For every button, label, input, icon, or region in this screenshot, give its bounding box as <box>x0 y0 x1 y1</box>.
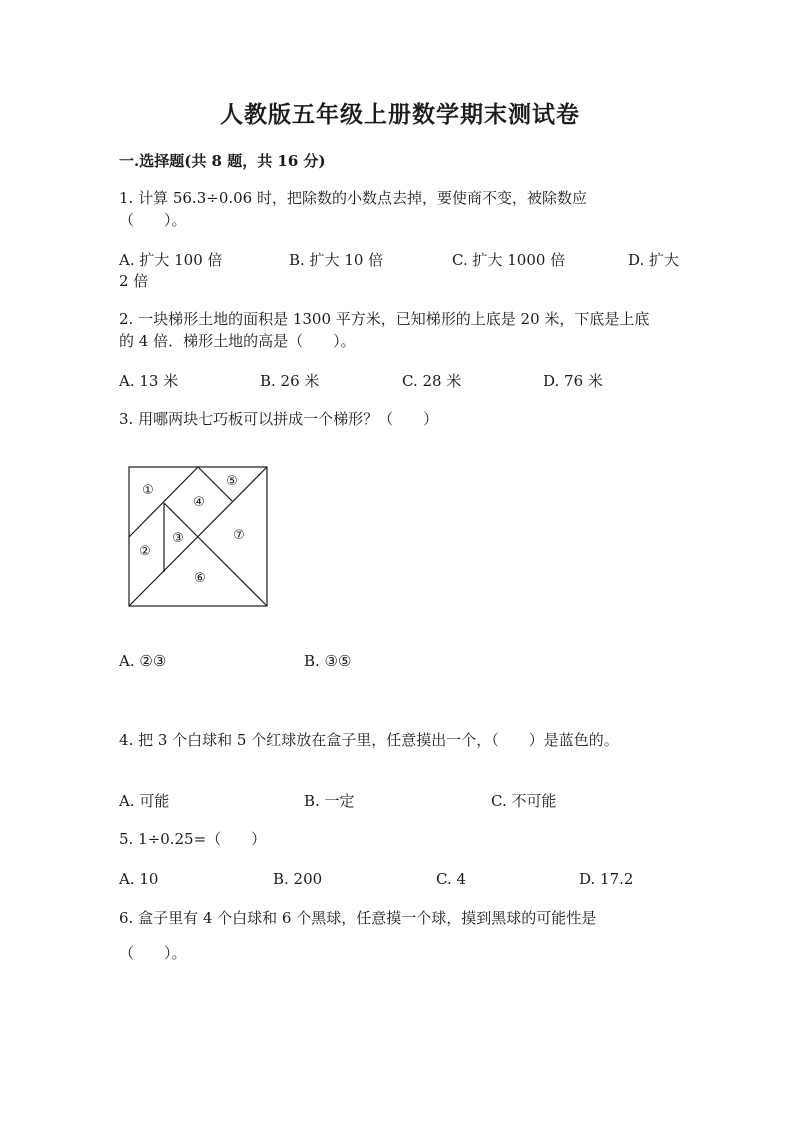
question-6-blank: （ ）。 <box>119 944 187 962</box>
question-4-option-a: A. 可能 <box>119 792 170 810</box>
question-2-option-b: B. 26 米 <box>260 372 320 390</box>
question-2-text: 2. 一块梯形土地的面积是 1300 平方米，已知梯形的上底是 20 米，下底是上底 <box>119 310 650 328</box>
question-5-option-b: B. 200 <box>273 870 323 888</box>
tangram-label-5: ⑤ <box>226 474 238 489</box>
tangram-label-7: ⑦ <box>233 528 245 543</box>
tangram-label-4: ④ <box>193 495 205 510</box>
question-3-option-b: B. ③⑤ <box>304 652 352 670</box>
question-5-option-d: D. 17.2 <box>579 870 634 888</box>
question-1-option-d-wrap: 2 倍 <box>119 272 149 290</box>
question-2-option-c: C. 28 米 <box>402 372 462 390</box>
page-title: 人教版五年级上册数学期末测试卷 <box>220 101 580 128</box>
question-2-text-cont: 的 4 倍．梯形土地的高是（ ）。 <box>119 332 356 350</box>
question-3-option-a: A. ②③ <box>119 652 167 670</box>
question-1-blank: （ ）。 <box>119 211 187 229</box>
question-6-text: 6. 盒子里有 4 个白球和 6 个黑球，任意摸一个球，摸到黑球的可能性是 <box>119 909 597 927</box>
question-3-text: 3. 用哪两块七巧板可以拼成一个梯形？（ ） <box>119 410 439 428</box>
section-heading: 一.选择题(共 8 题，共 16 分) <box>119 152 326 170</box>
question-2-option-d: D. 76 米 <box>543 372 603 390</box>
tangram-label-2: ② <box>139 544 151 559</box>
tangram-figure <box>124 463 270 609</box>
tangram-label-1: ① <box>142 483 154 498</box>
question-1-option-b: B. 扩大 10 倍 <box>289 251 384 269</box>
tangram-label-3: ③ <box>172 531 184 546</box>
tangram-diagonal-lower <box>198 537 267 606</box>
question-1-option-c: C. 扩大 1000 倍 <box>452 251 566 269</box>
question-5-text: 5. 1÷0.25=（ ） <box>119 830 267 848</box>
question-2-option-a: A. 13 米 <box>119 372 179 390</box>
question-1-option-d: D. 扩大 <box>628 251 680 269</box>
question-5-option-a: A. 10 <box>119 870 159 888</box>
question-4-option-b: B. 一定 <box>304 792 355 810</box>
question-5-option-c: C. 4 <box>436 870 467 888</box>
question-4-option-c: C. 不可能 <box>491 792 557 810</box>
question-4-text: 4. 把 3 个白球和 5 个红球放在盒子里，任意摸出一个，（ ）是蓝色的。 <box>119 731 619 749</box>
question-1-option-a: A. 扩大 100 倍 <box>119 251 223 269</box>
tangram-label-6: ⑥ <box>194 571 206 586</box>
question-1-text: 1. 计算 56.3÷0.06 时，把除数的小数点去掉，要使商不变，被除数应 <box>119 189 587 207</box>
